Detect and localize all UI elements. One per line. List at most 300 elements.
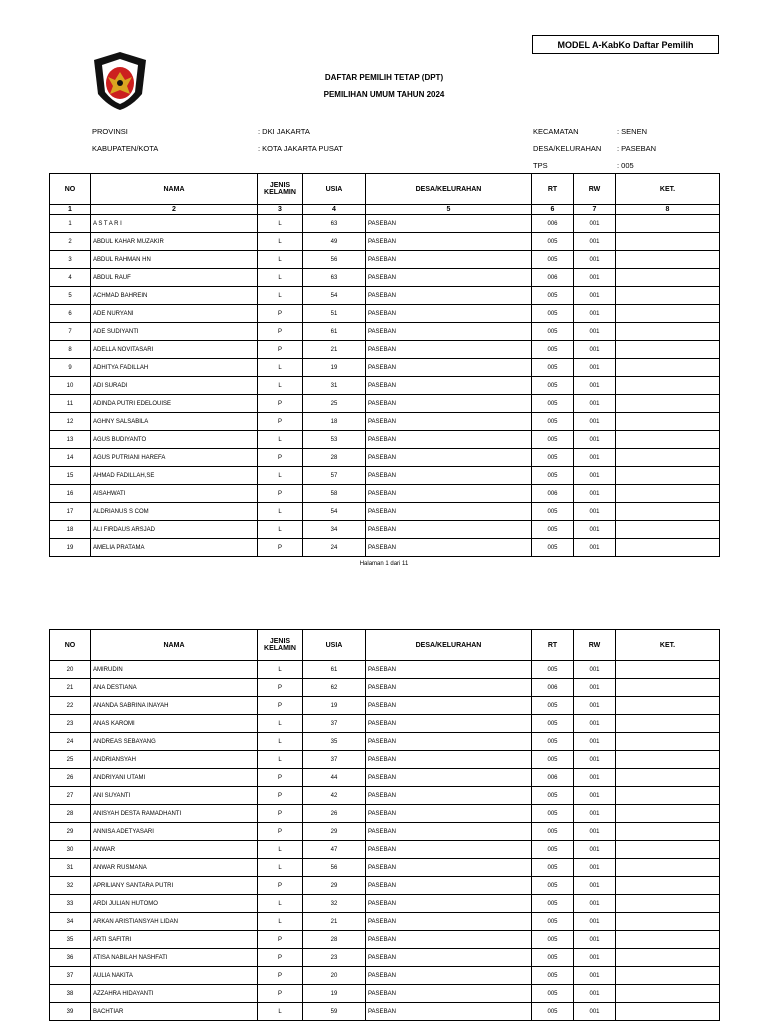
cell-jenis-kelamin: P	[258, 949, 303, 967]
cell-rt: 006	[532, 269, 574, 287]
cell-ket	[616, 251, 720, 269]
cell-ket	[616, 395, 720, 413]
cell-usia: 54	[303, 287, 366, 305]
cell-nama: ANA DESTIANA	[91, 679, 258, 697]
table-row	[50, 467, 720, 485]
cell-rw: 001	[574, 341, 616, 359]
col-number: 6	[532, 205, 574, 215]
cell-rw: 001	[574, 931, 616, 949]
cell-rw: 001	[574, 413, 616, 431]
cell-rt: 005	[532, 823, 574, 841]
cell-desa: PASEBAN	[366, 377, 532, 395]
cell-usia: 58	[303, 485, 366, 503]
table-row	[50, 679, 720, 697]
table-row	[50, 859, 720, 877]
cell-ket	[616, 733, 720, 751]
table-row	[50, 377, 720, 395]
cell-no: 27	[50, 787, 91, 805]
cell-rt: 006	[532, 485, 574, 503]
cell-rt: 005	[532, 377, 574, 395]
cell-ket	[616, 287, 720, 305]
tps-label: TPS	[533, 161, 548, 170]
table-row	[50, 539, 720, 557]
col-number: 2	[91, 205, 258, 215]
cell-desa: PASEBAN	[366, 323, 532, 341]
table-row	[50, 503, 720, 521]
table-row	[50, 251, 720, 269]
cell-no: 5	[50, 287, 91, 305]
cell-desa: PASEBAN	[366, 841, 532, 859]
cell-no: 20	[50, 661, 91, 679]
cell-jenis-kelamin: L	[258, 215, 303, 233]
cell-rw: 001	[574, 449, 616, 467]
cell-ket	[616, 521, 720, 539]
cell-jenis-kelamin: L	[258, 1003, 303, 1021]
cell-ket	[616, 823, 720, 841]
table-row	[50, 323, 720, 341]
header-row	[50, 630, 720, 661]
cell-usia: 21	[303, 913, 366, 931]
cell-jenis-kelamin: L	[258, 431, 303, 449]
table-row	[50, 431, 720, 449]
cell-nama: BACHTIAR	[91, 1003, 258, 1021]
cell-rw: 001	[574, 287, 616, 305]
cell-ket	[616, 539, 720, 557]
cell-nama: APRILIANY SANTARA PUTRI	[91, 877, 258, 895]
cell-usia: 21	[303, 341, 366, 359]
cell-jenis-kelamin: L	[258, 715, 303, 733]
cell-jenis-kelamin: L	[258, 895, 303, 913]
header-rt: RT	[532, 630, 574, 661]
cell-rt: 005	[532, 715, 574, 733]
table-row	[50, 215, 720, 233]
cell-ket	[616, 751, 720, 769]
cell-rw: 001	[574, 805, 616, 823]
cell-desa: PASEBAN	[366, 787, 532, 805]
cell-rw: 001	[574, 679, 616, 697]
cell-nama: ANAS KAROMI	[91, 715, 258, 733]
cell-no: 32	[50, 877, 91, 895]
table-row	[50, 1003, 720, 1021]
cell-usia: 28	[303, 931, 366, 949]
cell-rt: 005	[532, 985, 574, 1003]
cell-ket	[616, 913, 720, 931]
cell-usia: 44	[303, 769, 366, 787]
cell-desa: PASEBAN	[366, 805, 532, 823]
cell-ket	[616, 359, 720, 377]
header-rw: RW	[574, 174, 616, 205]
cell-rw: 001	[574, 787, 616, 805]
cell-desa: PASEBAN	[366, 679, 532, 697]
cell-usia: 47	[303, 841, 366, 859]
cell-jenis-kelamin: P	[258, 305, 303, 323]
cell-nama: ARDI JULIAN HUTOMO	[91, 895, 258, 913]
col-number: 1	[50, 205, 91, 215]
cell-nama: ANNISA ADETYASARI	[91, 823, 258, 841]
cell-nama: AGHNY SALSABILA	[91, 413, 258, 431]
cell-rw: 001	[574, 841, 616, 859]
cell-no: 31	[50, 859, 91, 877]
table-row	[50, 449, 720, 467]
cell-jenis-kelamin: P	[258, 931, 303, 949]
kabkota-label: KABUPATEN/KOTA	[92, 144, 159, 153]
cell-no: 37	[50, 967, 91, 985]
cell-nama: ABDUL RAHMAN HN	[91, 251, 258, 269]
cell-rt: 005	[532, 967, 574, 985]
header-desa: DESA/KELURAHAN	[366, 174, 532, 205]
cell-no: 18	[50, 521, 91, 539]
cell-jenis-kelamin: P	[258, 823, 303, 841]
cell-jenis-kelamin: L	[258, 467, 303, 485]
cell-desa: PASEBAN	[366, 733, 532, 751]
cell-jenis-kelamin: L	[258, 269, 303, 287]
cell-rt: 006	[532, 215, 574, 233]
cell-no: 8	[50, 341, 91, 359]
cell-rw: 001	[574, 251, 616, 269]
cell-desa: PASEBAN	[366, 449, 532, 467]
cell-rt: 005	[532, 841, 574, 859]
table-row	[50, 931, 720, 949]
cell-rw: 001	[574, 269, 616, 287]
table-row	[50, 269, 720, 287]
cell-no: 23	[50, 715, 91, 733]
cell-nama: ADELLA NOVITASARI	[91, 341, 258, 359]
cell-ket	[616, 787, 720, 805]
cell-jenis-kelamin: P	[258, 485, 303, 503]
cell-ket	[616, 233, 720, 251]
table-row	[50, 733, 720, 751]
cell-jenis-kelamin: P	[258, 341, 303, 359]
cell-usia: 19	[303, 359, 366, 377]
cell-ket	[616, 323, 720, 341]
cell-ket	[616, 305, 720, 323]
cell-ket	[616, 413, 720, 431]
cell-usia: 42	[303, 787, 366, 805]
cell-rw: 001	[574, 395, 616, 413]
cell-rw: 001	[574, 521, 616, 539]
table-row	[50, 877, 720, 895]
cell-rt: 005	[532, 895, 574, 913]
cell-no: 1	[50, 215, 91, 233]
cell-no: 36	[50, 949, 91, 967]
header-nama: NAMA	[91, 630, 258, 661]
cell-rw: 001	[574, 485, 616, 503]
cell-usia: 20	[303, 967, 366, 985]
cell-jenis-kelamin: L	[258, 287, 303, 305]
table-row	[50, 305, 720, 323]
table-row	[50, 715, 720, 733]
cell-rt: 005	[532, 805, 574, 823]
table-row	[50, 985, 720, 1003]
header-usia: USIA	[303, 630, 366, 661]
cell-nama: A S T A R I	[91, 215, 258, 233]
table-row	[50, 895, 720, 913]
cell-rt: 005	[532, 539, 574, 557]
table-row	[50, 949, 720, 967]
col-number: 7	[574, 205, 616, 215]
cell-ket	[616, 859, 720, 877]
cell-desa: PASEBAN	[366, 661, 532, 679]
cell-rt: 005	[532, 341, 574, 359]
table-row	[50, 233, 720, 251]
cell-rt: 005	[532, 467, 574, 485]
cell-rt: 005	[532, 395, 574, 413]
cell-jenis-kelamin: P	[258, 697, 303, 715]
cell-desa: PASEBAN	[366, 823, 532, 841]
cell-nama: ANDREAS SEBAYANG	[91, 733, 258, 751]
cell-usia: 56	[303, 859, 366, 877]
cell-no: 39	[50, 1003, 91, 1021]
cell-usia: 62	[303, 679, 366, 697]
table-row	[50, 913, 720, 931]
cell-usia: 61	[303, 323, 366, 341]
cell-rw: 001	[574, 985, 616, 1003]
cell-nama: ACHMAD BAHREIN	[91, 287, 258, 305]
cell-jenis-kelamin: P	[258, 395, 303, 413]
cell-usia: 31	[303, 377, 366, 395]
cell-usia: 23	[303, 949, 366, 967]
table-row	[50, 841, 720, 859]
cell-ket	[616, 931, 720, 949]
desa-value: : PASEBAN	[617, 144, 657, 153]
cell-usia: 34	[303, 521, 366, 539]
cell-rw: 001	[574, 305, 616, 323]
cell-no: 14	[50, 449, 91, 467]
cell-ket	[616, 449, 720, 467]
table-row	[50, 787, 720, 805]
provinsi-value: : DKI JAKARTA	[258, 127, 310, 136]
cell-rt: 005	[532, 305, 574, 323]
cell-desa: PASEBAN	[366, 931, 532, 949]
cell-rt: 005	[532, 503, 574, 521]
cell-desa: PASEBAN	[366, 521, 532, 539]
cell-rt: 005	[532, 251, 574, 269]
cell-nama: ARKAN ARISTIANSYAH LIDAN	[91, 913, 258, 931]
column-number-row	[50, 205, 720, 215]
cell-usia: 61	[303, 661, 366, 679]
cell-jenis-kelamin: L	[258, 661, 303, 679]
cell-jenis-kelamin: P	[258, 679, 303, 697]
cell-jenis-kelamin: L	[258, 913, 303, 931]
cell-ket	[616, 841, 720, 859]
cell-desa: PASEBAN	[366, 1003, 532, 1021]
cell-jenis-kelamin: L	[258, 733, 303, 751]
cell-desa: PASEBAN	[366, 985, 532, 1003]
cell-usia: 29	[303, 823, 366, 841]
cell-jenis-kelamin: P	[258, 413, 303, 431]
cell-desa: PASEBAN	[366, 395, 532, 413]
cell-desa: PASEBAN	[366, 697, 532, 715]
cell-no: 25	[50, 751, 91, 769]
cell-no: 10	[50, 377, 91, 395]
cell-ket	[616, 805, 720, 823]
cell-no: 17	[50, 503, 91, 521]
cell-jenis-kelamin: P	[258, 323, 303, 341]
table-row	[50, 521, 720, 539]
cell-usia: 26	[303, 805, 366, 823]
col-number: 5	[366, 205, 532, 215]
cell-no: 38	[50, 985, 91, 1003]
cell-no: 13	[50, 431, 91, 449]
cell-desa: PASEBAN	[366, 233, 532, 251]
cell-ket	[616, 1003, 720, 1021]
cell-no: 22	[50, 697, 91, 715]
cell-desa: PASEBAN	[366, 287, 532, 305]
cell-nama: ADINDA PUTRI EDELOUISE	[91, 395, 258, 413]
cell-jenis-kelamin: P	[258, 877, 303, 895]
voter-table-page-1	[49, 173, 720, 557]
cell-desa: PASEBAN	[366, 859, 532, 877]
cell-usia: 37	[303, 751, 366, 769]
cell-no: 28	[50, 805, 91, 823]
kecamatan-label: KECAMATAN	[533, 127, 579, 136]
cell-usia: 49	[303, 233, 366, 251]
cell-jenis-kelamin: L	[258, 233, 303, 251]
cell-no: 21	[50, 679, 91, 697]
cell-usia: 29	[303, 877, 366, 895]
cell-no: 19	[50, 539, 91, 557]
cell-usia: 18	[303, 413, 366, 431]
col-number: 8	[616, 205, 720, 215]
cell-no: 26	[50, 769, 91, 787]
cell-jenis-kelamin: L	[258, 251, 303, 269]
table-row	[50, 661, 720, 679]
cell-nama: AULIA NAKITA	[91, 967, 258, 985]
cell-no: 9	[50, 359, 91, 377]
cell-usia: 28	[303, 449, 366, 467]
cell-ket	[616, 467, 720, 485]
cell-nama: ABDUL KAHAR MUZAKIR	[91, 233, 258, 251]
cell-usia: 19	[303, 985, 366, 1003]
cell-usia: 63	[303, 269, 366, 287]
header-rt: RT	[532, 174, 574, 205]
cell-rw: 001	[574, 967, 616, 985]
header-no: NO	[50, 174, 91, 205]
cell-usia: 59	[303, 1003, 366, 1021]
cell-ket	[616, 985, 720, 1003]
cell-nama: AGUS PUTRIANI HAREFA	[91, 449, 258, 467]
cell-ket	[616, 661, 720, 679]
cell-rw: 001	[574, 715, 616, 733]
cell-desa: PASEBAN	[366, 715, 532, 733]
cell-no: 15	[50, 467, 91, 485]
model-label: MODEL A-KabKo Daftar Pemilih	[532, 35, 719, 54]
cell-rw: 001	[574, 751, 616, 769]
cell-desa: PASEBAN	[366, 341, 532, 359]
cell-desa: PASEBAN	[366, 269, 532, 287]
cell-usia: 56	[303, 251, 366, 269]
cell-ket	[616, 679, 720, 697]
cell-no: 4	[50, 269, 91, 287]
header-ket: KET.	[616, 174, 720, 205]
cell-rt: 005	[532, 661, 574, 679]
cell-rw: 001	[574, 769, 616, 787]
header-rw: RW	[574, 630, 616, 661]
cell-rw: 001	[574, 539, 616, 557]
table-row	[50, 697, 720, 715]
cell-jenis-kelamin: L	[258, 751, 303, 769]
kecamatan-value: : SENEN	[617, 127, 648, 136]
cell-jenis-kelamin: P	[258, 787, 303, 805]
table-row	[50, 751, 720, 769]
col-number: 4	[303, 205, 366, 215]
cell-rw: 001	[574, 823, 616, 841]
cell-rt: 005	[532, 859, 574, 877]
table-row	[50, 395, 720, 413]
cell-desa: PASEBAN	[366, 485, 532, 503]
cell-rt: 005	[532, 287, 574, 305]
cell-no: 29	[50, 823, 91, 841]
cell-ket	[616, 431, 720, 449]
cell-nama: ANWAR	[91, 841, 258, 859]
cell-nama: AZZAHRA HIDAYANTI	[91, 985, 258, 1003]
cell-ket	[616, 877, 720, 895]
cell-rt: 005	[532, 359, 574, 377]
cell-nama: ADI SURADI	[91, 377, 258, 395]
cell-rt: 005	[532, 877, 574, 895]
header-jenis-kelamin: JENIS KELAMIN	[258, 174, 303, 205]
cell-rt: 005	[532, 949, 574, 967]
tps-value: : 005	[617, 161, 634, 170]
cell-nama: AHMAD FADILLAH,SE	[91, 467, 258, 485]
cell-ket	[616, 485, 720, 503]
cell-rt: 005	[532, 697, 574, 715]
cell-jenis-kelamin: P	[258, 539, 303, 557]
cell-jenis-kelamin: P	[258, 805, 303, 823]
cell-desa: PASEBAN	[366, 413, 532, 431]
cell-jenis-kelamin: P	[258, 985, 303, 1003]
cell-ket	[616, 895, 720, 913]
cell-rt: 005	[532, 449, 574, 467]
cell-desa: PASEBAN	[366, 215, 532, 233]
cell-no: 12	[50, 413, 91, 431]
cell-rt: 005	[532, 751, 574, 769]
cell-rw: 001	[574, 431, 616, 449]
cell-ket	[616, 967, 720, 985]
cell-rt: 005	[532, 733, 574, 751]
cell-rw: 001	[574, 913, 616, 931]
cell-rw: 001	[574, 233, 616, 251]
cell-rt: 005	[532, 431, 574, 449]
cell-usia: 53	[303, 431, 366, 449]
cell-no: 30	[50, 841, 91, 859]
cell-rw: 001	[574, 1003, 616, 1021]
cell-no: 11	[50, 395, 91, 413]
cell-usia: 32	[303, 895, 366, 913]
cell-no: 3	[50, 251, 91, 269]
table-row	[50, 805, 720, 823]
cell-rw: 001	[574, 503, 616, 521]
cell-no: 35	[50, 931, 91, 949]
cell-rw: 001	[574, 661, 616, 679]
cell-ket	[616, 377, 720, 395]
header-nama: NAMA	[91, 174, 258, 205]
cell-desa: PASEBAN	[366, 769, 532, 787]
cell-usia: 37	[303, 715, 366, 733]
header-usia: USIA	[303, 174, 366, 205]
title-line-2: PEMILIHAN UMUM TAHUN 2024	[323, 90, 445, 99]
title-line-1: DAFTAR PEMILIH TETAP (DPT)	[324, 73, 444, 82]
table-row	[50, 485, 720, 503]
cell-jenis-kelamin: L	[258, 377, 303, 395]
cell-jenis-kelamin: L	[258, 503, 303, 521]
cell-nama: ANISYAH DESTA RAMADHANTI	[91, 805, 258, 823]
table-row	[50, 967, 720, 985]
cell-usia: 57	[303, 467, 366, 485]
header-desa: DESA/KELURAHAN	[366, 630, 532, 661]
cell-nama: ADHITYA FADILLAH	[91, 359, 258, 377]
table-row	[50, 823, 720, 841]
